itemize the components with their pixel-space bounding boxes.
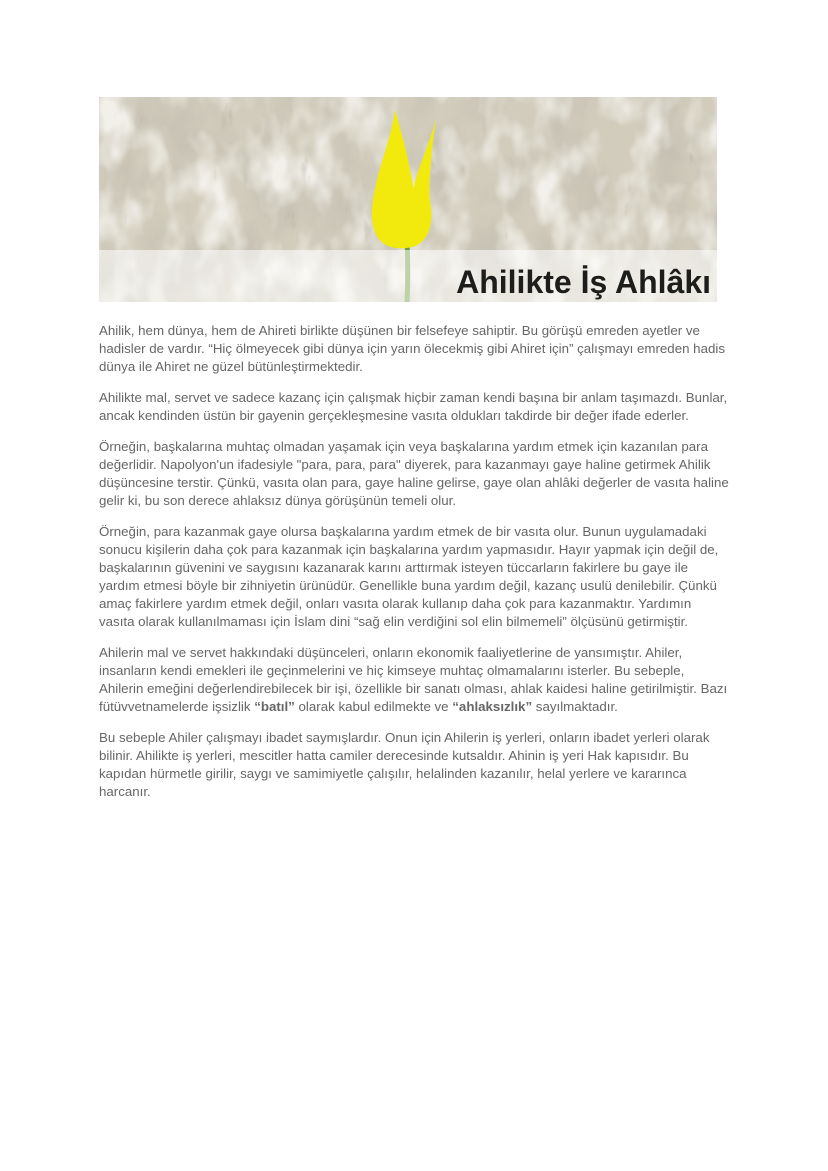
article-body [99,322,730,801]
paragraph-5-text: olarak kabul edilmekte ve [294,699,453,714]
header-title: Ahilikte İş Ahlâkı [456,264,711,300]
paragraph-5-text: Ahilerin mal ve servet hakkındaki düşünceleri, onların ekonomik faaliyetlerine de yansımıştır. Ahiler, insanların kendi emekleri ile geçinmelerini ve hiç kimseye muhtaç olmamalarını isterler. Bu sebeple, Ahilerin emeğini değerlendirebilecek bir işi, özellikle bir sanatı olması, ahlak kaidesi haline getirilmiştir. Bazı fütüvvetnamelerde işsizlik [99,645,728,714]
paragraph-4: Örneğin, para kazanmak gaye olursa başkalarına yardım etmek de bir vasıta olur. Bunun uygulamadaki sonucu kişilerin daha çok para kazanmak için başkalarına yardım yapmasıdır. Hayır yapmak için değil de, başkalarının güvenini ve saygısını kazanarak karını arttırmak isteyen tüccarların fakirlere bu gaye ile yardım etmesi böyle bir zihniyetin ürünüdür. Genellikle buna yardım değil, kazanç usulü denilebilir. Çünkü amaç fakirlere yardım etmek değil, onları vasıta olarak kullanıp daha çok para kazanmaktır. Yardımın vasıta olarak kullanılmaması için İslam dini “sağ elin verdiğini sol elin bilmemeli” ölçüsünü getirmiştir. [99,524,719,629]
bold-term-ahlaksizlik: “ahlaksızlık” [452,699,533,714]
paragraph-2: Ahilikte mal, servet ve sadece kazanç için çalışmak hiçbir zaman kendi başına bir anlam taşımazdı. Bunlar, ancak kendinden üstün bir gayenin gerçekleşmesine vasıta oldukları takdirde bir değer ifade ederler. [99,390,728,423]
document-content [99,97,730,814]
bold-term-batil: “batıl” [254,699,295,714]
paragraph-5 [99,644,730,716]
paragraph-3: Örneğin, başkalarına muhtaç olmadan yaşamak için veya başkalarına yardım etmek için kazanılan para değerlidir. Napolyon'un ifadesiyle "para, para, para" diyerek, para kazanmayı gaye haline getirmek Ahilik düşüncesine terstir. Çünkü, vasıta olan para, gaye haline gelirse, gaye olan ahlâki değerler de vasıta haline gelir ki, bu son derece ahlaksız dünya görüşünün temeli olur. [99,439,729,508]
header-image [99,97,717,302]
paragraph-1: Ahilik, hem dünya, hem de Ahireti birlikte düşünen bir felsefeye sahiptir. Bu görüşü emreden ayetler ve hadisler de vardır. “Hiç ölmeyecek gibi dünya için yarın ölecekmiş gibi Ahiret için” çalışmayı emreden hadis dünya ile Ahiret ne güzel bütünleştirmektedir. [99,323,725,374]
paragraph-5-text: sayılmaktadır. [532,699,618,714]
paragraph-6: Bu sebeple Ahiler çalışmayı ibadet saymışlardır. Onun için Ahilerin iş yerleri, onların ibadet yerleri olarak bilinir. Ahilikte iş yerleri, mescitler hatta camiler derecesinde kutsaldır. Ahinin iş yeri Hak kapısıdır. Bu kapıdan hürmetle girilir, saygı ve samimiyetle çalışılır, helalinden kazanılır, helal yerlere ve kararınca harcanır. [99,730,710,799]
